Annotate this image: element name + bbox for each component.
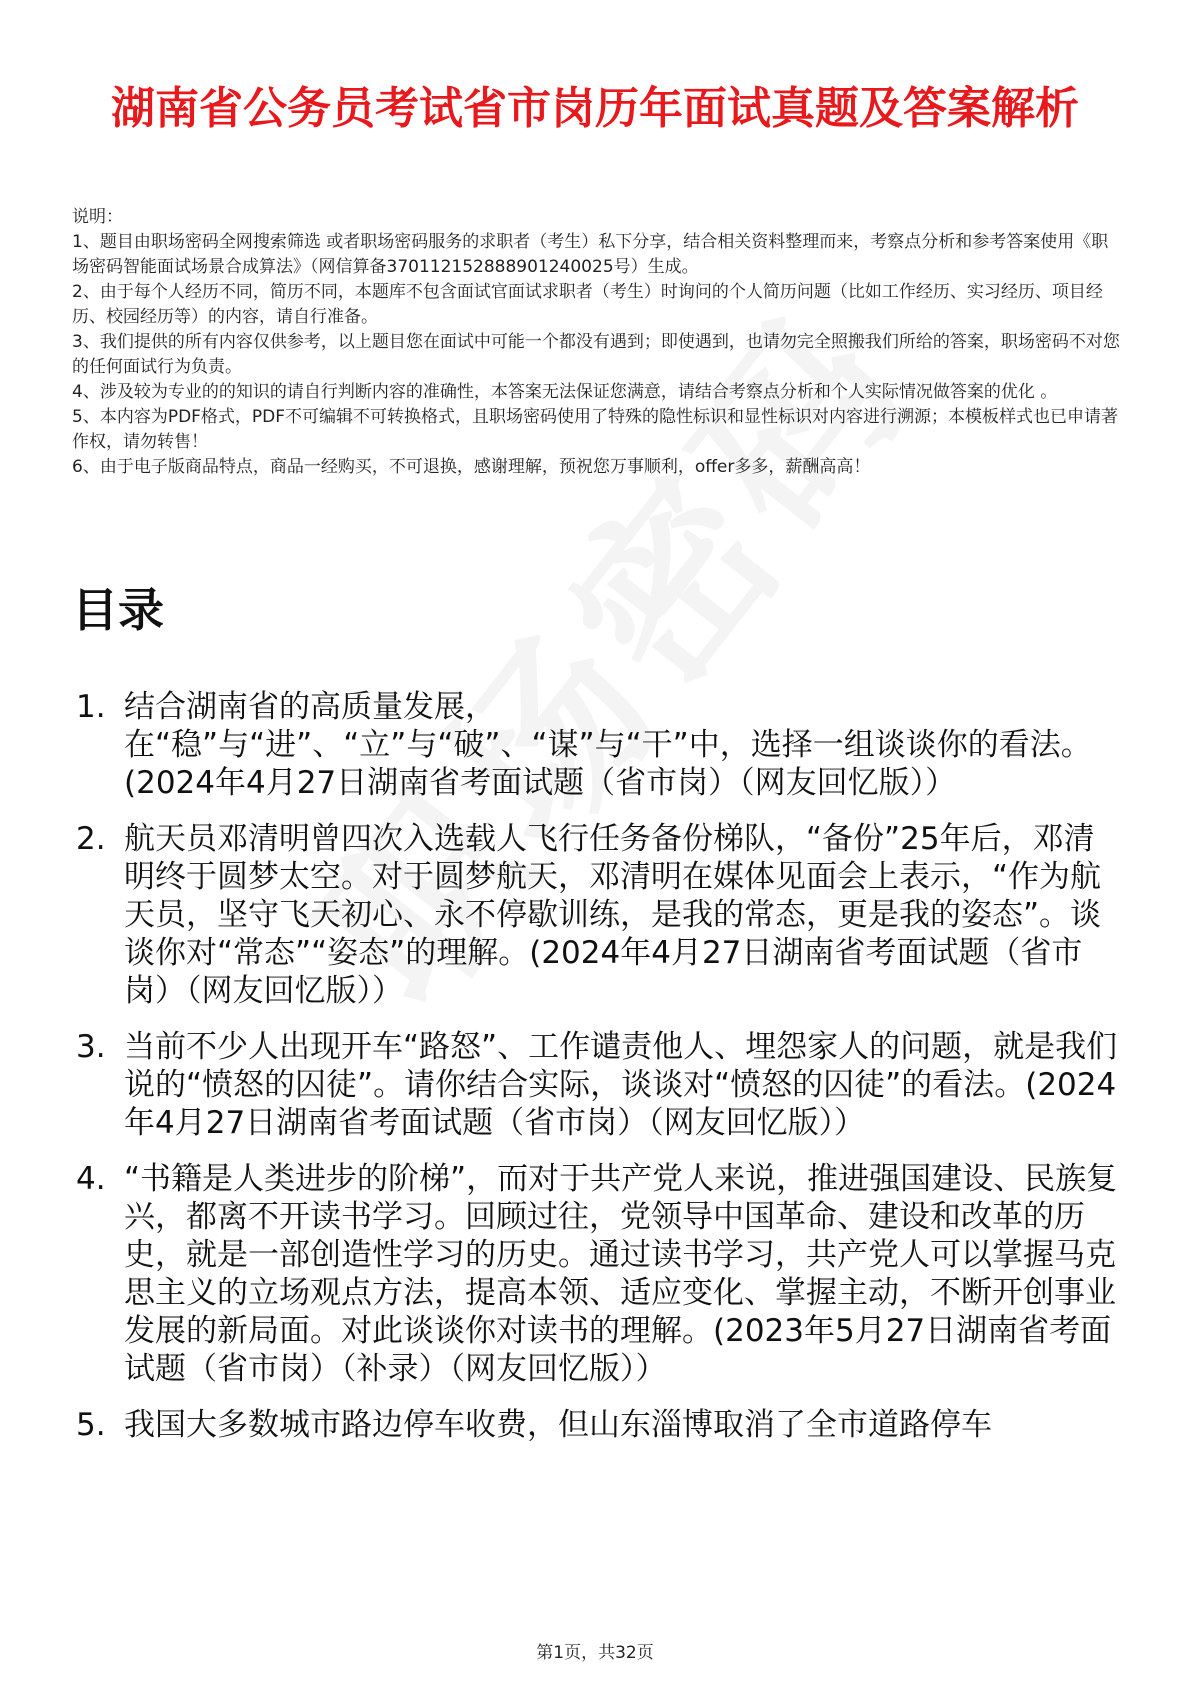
toc-item-text: 航天员邓清明曾四次入选载人飞行任务备份梯队，“备份”25年后，邓清明终于圆梦太空。对于圆梦航天，邓清明在媒体见面会上表示，“作为航天员，坚守飞天初心、永不停歇训练，是我的常态，更是我的姿态”。谈谈你对“常态”“姿态”的理解。(2024年4月27日湖南省考面试题（省市岗）（网友回忆版））: [124, 821, 1102, 1009]
toc-item-text: “书籍是人类进步的阶梯”，而对于共产党人来说，推进强国建设、民族复兴，都离不开读书学习。回顾过往，党领导中国革命、建设和改革的历史，就是一部创造性学习的历史。通过读书学习，共产党人可以掌握马克思主义的立场观点方法，提高本领、适应变化、掌握主动，不断开创事业发展的新局面。对此谈谈你对读书的理解。(2023年5月27日湖南省考面试题（省市岗）（补录）（网友回忆版））: [124, 1161, 1118, 1387]
note-item: 6、由于电子版商品特点，商品一经购买，不可退换，感谢理解，预祝您万事顺利，offer多多，薪酬高高！: [72, 457, 871, 477]
toc-item[interactable]: [72, 1028, 1122, 1142]
toc-heading: 目录: [72, 583, 164, 637]
toc-item-text: 我国大多数城市路边停车收费，但山东淄博取消了全市道路停车: [124, 1407, 992, 1443]
notes-heading: 说明：: [72, 207, 123, 227]
toc-item[interactable]: [72, 820, 1122, 1010]
note-item: 2、由于每个人经历不同，简历不同，本题库不包含面试官面试求职者（考生）时询问的个人简历问题（比如工作经历、实习经历、项目经历、校园经历等）的内容，请自行准备。: [72, 282, 1103, 327]
toc-item-number: 4.: [76, 1161, 106, 1197]
toc-item[interactable]: [72, 688, 1122, 802]
notes-section: [72, 205, 1122, 480]
toc-item-number: 5.: [76, 1407, 106, 1443]
toc-item[interactable]: [72, 1160, 1122, 1388]
document-title: 湖南省公务员考试省市岗历年面试真题及答案解析: [111, 83, 1079, 135]
toc-item-text: 当前不少人出现开车“路怒”、工作谴责他人、埋怨家人的问题，就是我们说的“愤怒的囚徒”。请你结合实际，谈谈对“愤怒的囚徒”的看法。(2024年4月27日湖南省考面试题（省市岗）（网友回忆版））: [124, 1029, 1118, 1141]
page-footer: 第1页，共32页: [536, 1643, 654, 1663]
toc-item[interactable]: [72, 1406, 1122, 1444]
table-of-contents: [72, 688, 1122, 1462]
note-item: 3、我们提供的所有内容仅供参考，以上题目您在面试中可能一个都没有遇到；即使遇到，也请勿完全照搬我们所给的答案，职场密码不对您的任何面试行为负责。: [72, 332, 1120, 377]
note-item: 1、题目由职场密码全网搜索筛选 或者职场密码服务的求职者（考生）私下分享，结合相关资料整理而来，考察点分析和参考答案使用《职场密码智能面试场景合成算法》（网信算备370112152888901240025号）生成。: [72, 232, 1109, 277]
note-item: 4、涉及较为专业的的知识的请自行判断内容的准确性，本答案无法保证您满意，请结合考察点分析和个人实际情况做答案的优化 。: [72, 382, 1058, 402]
note-item: 5、本内容为PDF格式，PDF不可编辑不可转换格式，且职场密码使用了特殊的隐性标识和显性标识对内容进行溯源；本模板样式也已申请著作权，请勿转售！: [72, 407, 1119, 452]
toc-item-number: 3.: [76, 1029, 106, 1065]
toc-item-number: 2.: [76, 821, 106, 857]
toc-item-number: 1.: [76, 689, 106, 725]
toc-item-text: 结合湖南省的高质量发展，在“稳”与“进”、“立”与“破”、“谋”与“干”中，选择一组谈谈你的看法。(2024年4月27日湖南省考面试题（省市岗）（网友回忆版））: [124, 689, 1092, 801]
